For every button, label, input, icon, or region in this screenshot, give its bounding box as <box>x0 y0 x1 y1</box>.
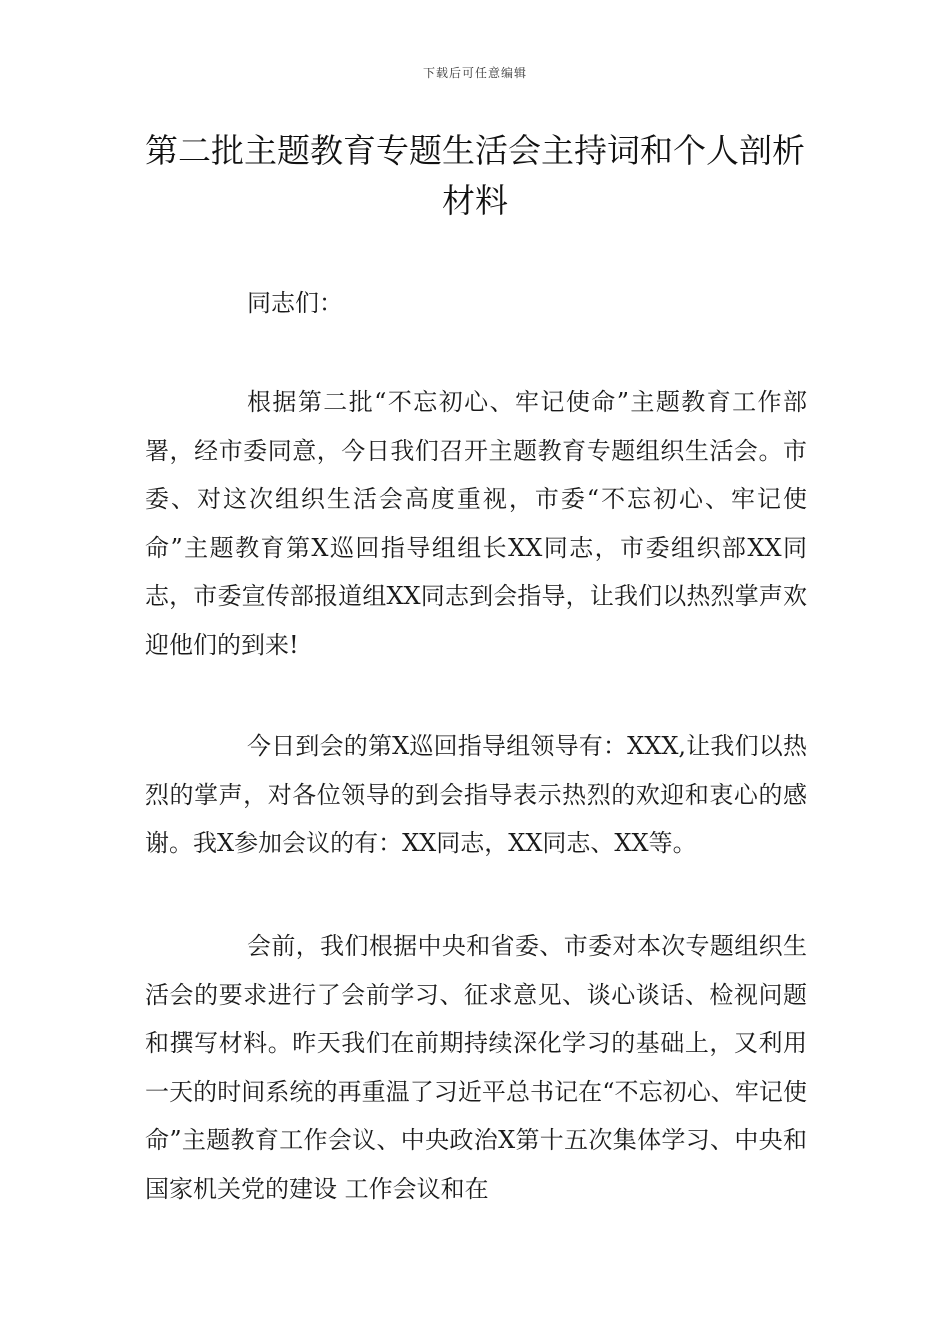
header-note: 下载后可任意编辑 <box>422 66 527 80</box>
paragraph-2: 今日到会的第X巡回指导组领导有：XXX,让我们以热烈的掌声，对各位领导的到会指导表示热烈的欢迎和衷心的感谢。我X参加会议的有：XX同志，XX同志、XX等。 <box>145 732 807 857</box>
paragraph-1: 根据第二批“不忘初心、牢记使命”主题教育工作部署，经市委同意，今日我们召开主题教育专题组织生活会。市委、对这次组织生活会高度重视，市委“不忘初心、牢记使命”主题教育第X巡回指导组组长XX同志，市委组织部XX同志，市委宣传部报道组XX同志到会指导，让我们以热烈掌声欢迎他们的到来! <box>145 388 807 659</box>
paragraph-3: 会前，我们根据中央和省委、市委对本次专题组织生活会的要求进行了会前学习、征求意见、谈心谈话、检视问题和撰写材料。昨天我们在前期持续深化学习的基础上，又利用一天的时间系统的再重温了习近平总书记在“不忘初心、牢记使命”主题教育工作会议、中央政治X第十五次集体学习、中央和国家机关党的建设 工作会议和在 <box>145 932 807 1203</box>
salutation: 同志们： <box>247 289 343 317</box>
document-title: 第二批主题教育专题生活会主持词和个人剖析材料 <box>145 131 805 220</box>
